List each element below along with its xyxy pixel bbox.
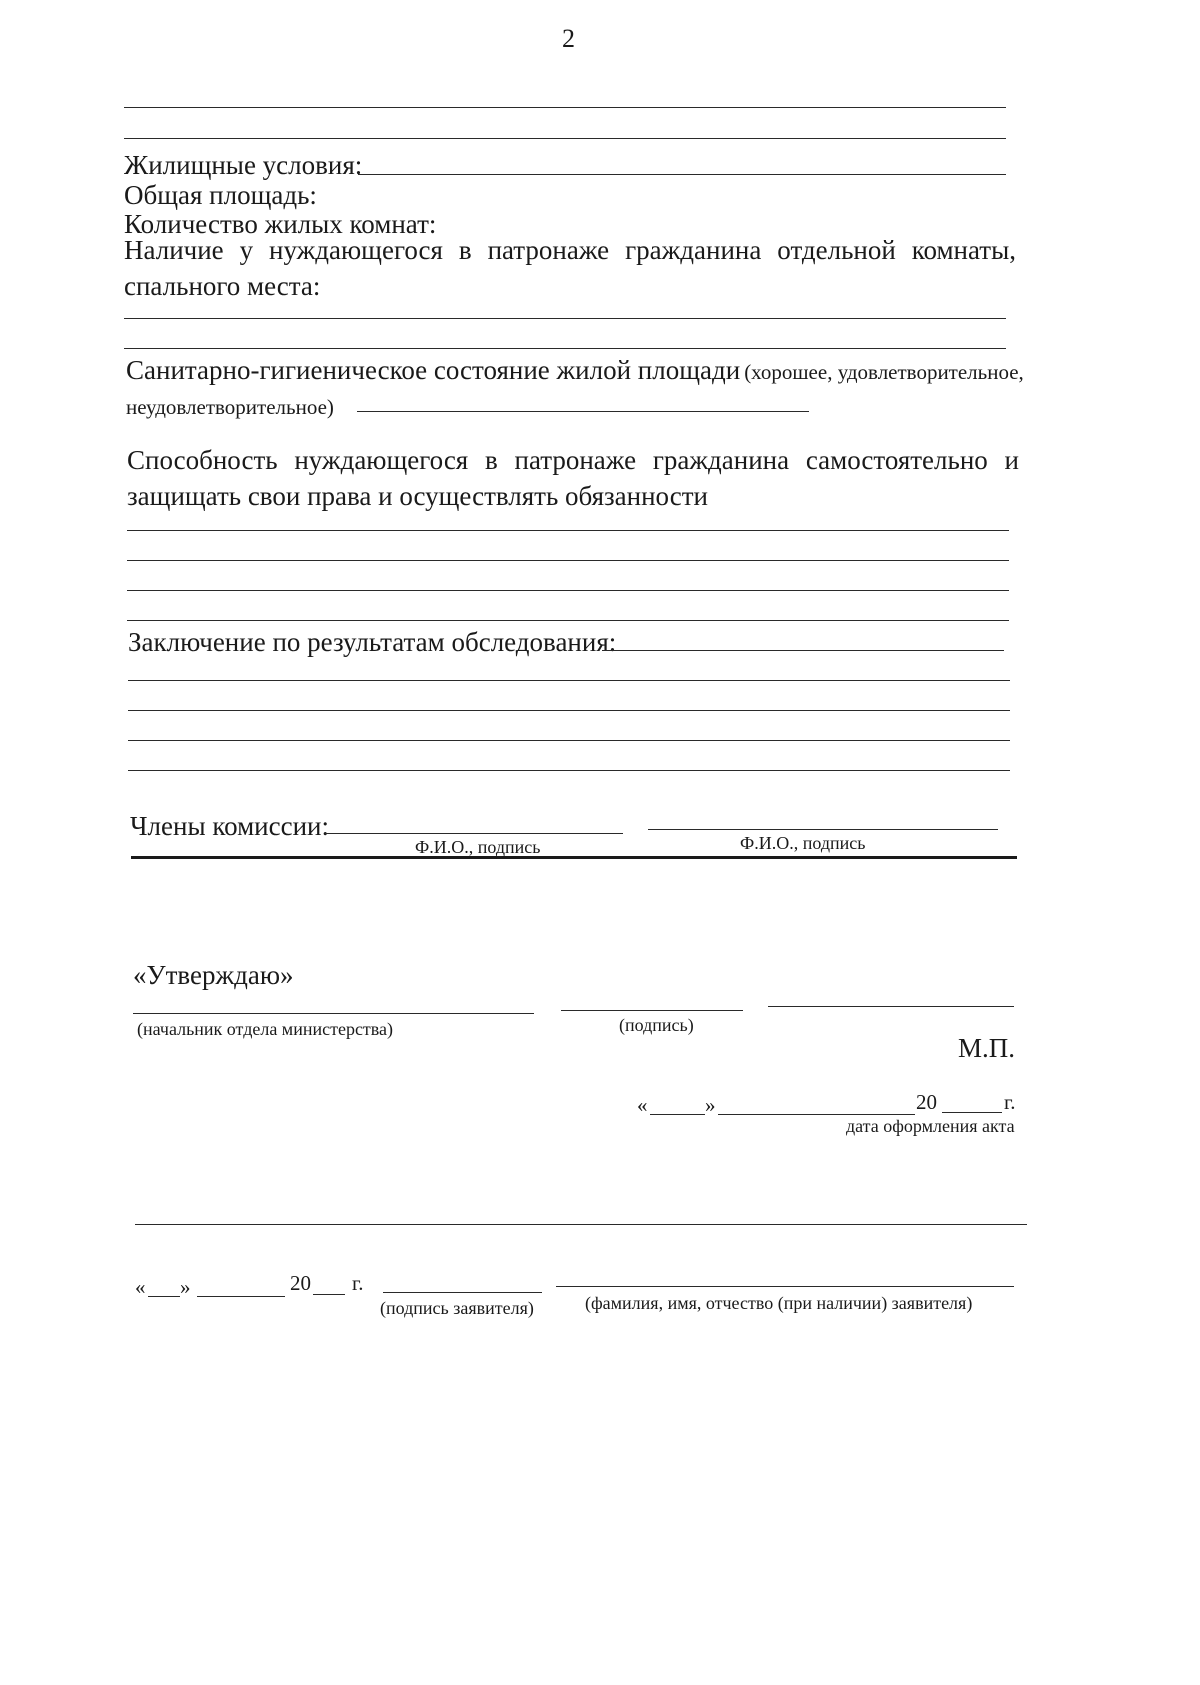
approval-label: «Утверждаю»	[133, 960, 294, 990]
rooms-label: Количество жилых комнат:	[124, 209, 437, 239]
sanitary-options: (хорошее, удовлетворительное,	[744, 360, 1024, 384]
blank-line[interactable]	[127, 560, 1009, 561]
blank-line[interactable]	[128, 710, 1010, 711]
applicant-date-year-field[interactable]	[313, 1294, 345, 1295]
approval-date-year-field[interactable]	[942, 1112, 1002, 1113]
approval-sign-caption: (подпись)	[619, 1015, 694, 1035]
sanitary-options-cont: неудовлетворительное)	[126, 395, 334, 419]
section-divider	[131, 856, 1017, 859]
applicant-date-day-field[interactable]	[148, 1296, 180, 1297]
commission-label: Члены комиссии:	[130, 811, 329, 841]
blank-line[interactable]	[128, 770, 1010, 771]
applicant-date-year-prefix: 20	[290, 1271, 311, 1295]
blank-line[interactable]	[124, 138, 1006, 139]
approval-sign-field[interactable]	[561, 1010, 743, 1011]
applicant-date-close-quote: »	[180, 1275, 191, 1299]
sanitary-label: Санитарно-гигиеническое состояние жилой площади	[126, 355, 741, 385]
applicant-date-month-field[interactable]	[197, 1296, 285, 1297]
approval-date-open-quote: «	[637, 1093, 648, 1117]
approval-date-month-field[interactable]	[718, 1114, 915, 1115]
conclusion-field[interactable]	[602, 650, 1004, 651]
blank-line[interactable]	[128, 680, 1010, 681]
commission-sign-caption-1: Ф.И.О., подпись	[415, 837, 541, 857]
housing-field[interactable]	[358, 174, 1006, 175]
approval-date-day-field[interactable]	[650, 1114, 705, 1115]
blank-line[interactable]	[124, 348, 1006, 349]
approval-head-field[interactable]	[133, 1013, 534, 1014]
applicant-date-suffix: г.	[352, 1271, 364, 1295]
applicant-name-field[interactable]	[556, 1286, 1014, 1287]
blank-line[interactable]	[127, 620, 1009, 621]
ability-label: Способность нуждающегося в патронаже гражданина самостоятельно и защищать свои права и осуществлять обязанности	[127, 445, 1019, 511]
blank-line[interactable]	[124, 318, 1006, 319]
housing-label: Жилищные условия:	[124, 150, 363, 180]
approval-date-year-prefix: 20	[916, 1090, 937, 1114]
applicant-date-open-quote: «	[135, 1275, 146, 1299]
commission-sign-field-2[interactable]	[648, 829, 998, 830]
applicant-blank-line[interactable]	[135, 1224, 1027, 1225]
total-area-label: Общая площадь:	[124, 180, 317, 210]
approval-date-close-quote: »	[705, 1093, 716, 1117]
blank-line[interactable]	[128, 740, 1010, 741]
applicant-sign-caption: (подпись заявителя)	[380, 1298, 534, 1318]
stamp-label: М.П.	[958, 1033, 1016, 1063]
blank-line[interactable]	[127, 530, 1009, 531]
applicant-sign-field[interactable]	[383, 1292, 542, 1293]
applicant-name-caption: (фамилия, имя, отчество (при наличии) заявителя)	[585, 1293, 973, 1313]
approval-head-caption: (начальник отдела министерства)	[137, 1019, 394, 1039]
blank-line[interactable]	[124, 107, 1006, 108]
page-number: 2	[562, 24, 575, 53]
sanitary-row	[126, 355, 1024, 385]
sanitary-field[interactable]	[357, 411, 809, 412]
approval-date-suffix: г.	[1004, 1090, 1016, 1114]
blank-line[interactable]	[127, 590, 1009, 591]
commission-sign-caption-2: Ф.И.О., подпись	[740, 833, 866, 853]
approval-date-field[interactable]	[768, 1006, 1014, 1007]
conclusion-label: Заключение по результатам обследования:	[128, 627, 617, 657]
approval-date-caption: дата оформления акта	[846, 1116, 1015, 1136]
separate-room-label: Наличие у нуждающегося в патронаже гражданина отдельной комнаты, спального места:	[124, 235, 1016, 301]
commission-sign-field-1[interactable]	[325, 833, 623, 834]
